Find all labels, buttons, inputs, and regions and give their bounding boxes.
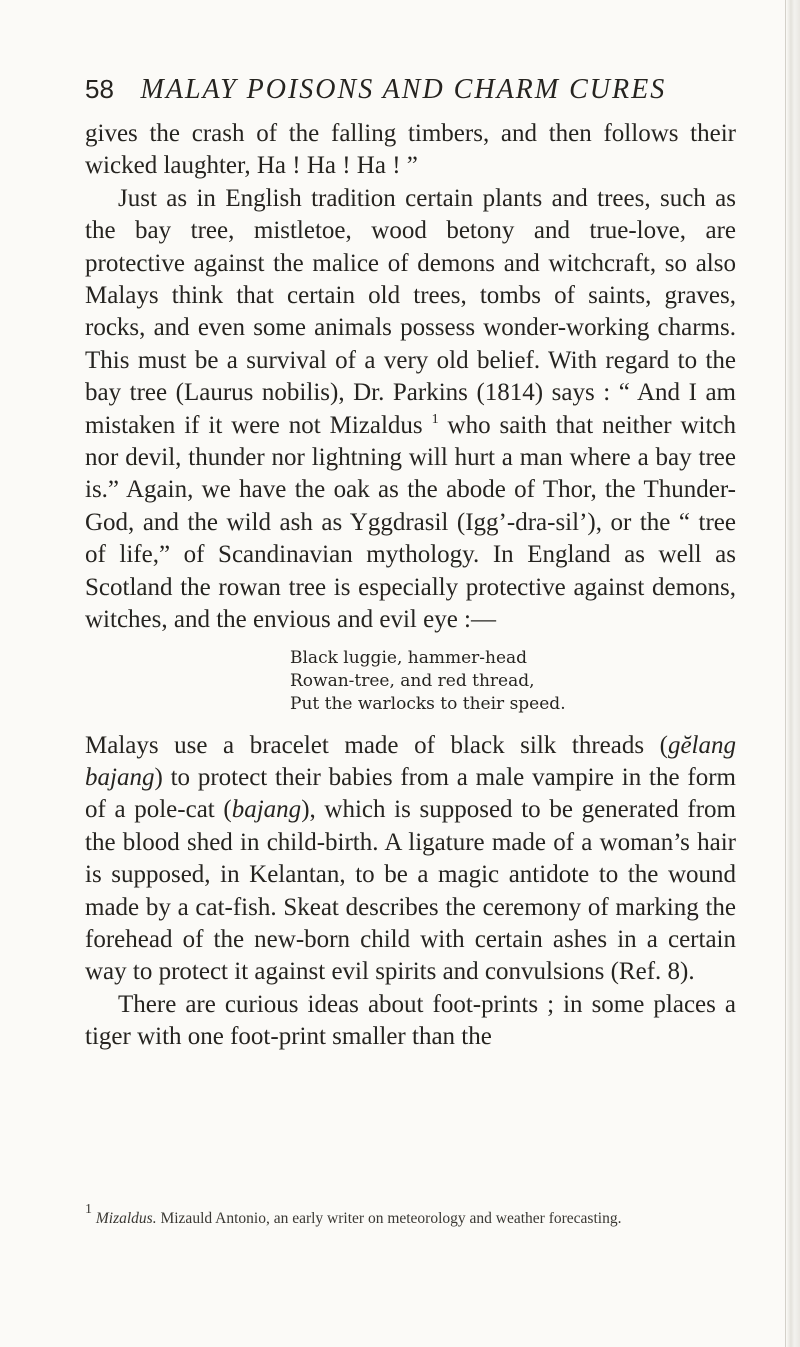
paragraph-trees-part-b: who saith that neither witch nor devil, thunder nor lightning will hurt a man where a bay tree is.” Again, we have the oak as the abode of Thor, the Thunder-God, and the wild ash as Yggdrasil (Igg’-dra-sil’), or the “ tree of life,” of Scandinavian mythology. In England as well as Scotland the rowan tree is especially protective against demons, witches, and the envious and evil eye :— bbox=[85, 411, 737, 634]
term-gelang-bajang: gĕlang bajang bbox=[85, 731, 736, 791]
footnote-ref: 1 bbox=[431, 411, 439, 427]
paragraph-bracelet-part-a: Malays use a bracelet made of black silk threads ( bbox=[85, 731, 668, 759]
verse-line: Put the warlocks to their speed. bbox=[290, 693, 566, 714]
paragraph-bracelet-part-c: ), which is supposed to be generated from the blood shed in child-birth. A ligature made of a woman’s hair is supposed, in Kelantan, to be a magic antidote to the wound made by a cat-fish. Skeat describes the ceremony of marking the forehead of the new-born child with certain ashes in a certain way to protect it against evil spirits and convulsions (Ref. 8). bbox=[85, 796, 736, 986]
paragraph-trees bbox=[85, 183, 736, 637]
footnote bbox=[85, 1202, 736, 1230]
verse-line: Black luggie, hammer-head bbox=[290, 647, 528, 668]
page-edge bbox=[785, 0, 800, 1347]
paragraph-bracelet bbox=[85, 730, 736, 989]
term-bajang: bajang bbox=[231, 796, 302, 824]
footnote-lead: Mizaldus. bbox=[95, 1210, 157, 1227]
footnote-marker: 1 bbox=[85, 1202, 92, 1217]
page-number: 58 bbox=[85, 74, 114, 104]
verse-quote bbox=[290, 647, 736, 716]
paragraph-trees-part-a: Just as in English tradition certain plants and trees, such as the bay tree, mistletoe, wood betony and true-love, are protective against the malice of demons and witchcraft, so also Malays think that certain old trees, tombs of saints, graves, rocks, and even some animals possess wonder-working charms. This must be a survival of a very old belief. With regard to the bay tree (Laurus nobilis), Dr. Parkins (1814) says : “ And I am mistaken if it were not Mizaldus bbox=[85, 184, 736, 439]
paragraph-footprints: There are curious ideas about foot-prints ; in some places a tiger with one foot-print smaller than the bbox=[85, 990, 736, 1051]
paragraph-continuation: gives the crash of the falling timbers, and then follows their wicked laughter, Ha ! Ha ! Ha ! ” bbox=[85, 120, 736, 180]
verse-line: Rowan-tree, and red thread, bbox=[290, 670, 535, 691]
page-header bbox=[85, 72, 725, 107]
running-title: MALAY POISONS AND CHARM CURES bbox=[140, 74, 667, 105]
paragraph-bracelet-part-b: ) to protect their babies from a male vampire in the form of a pole-cat ( bbox=[85, 763, 736, 824]
footnote-text: Mizauld Antonio, an early writer on meteorology and weather forecasting. bbox=[160, 1210, 622, 1227]
body-text bbox=[85, 118, 736, 1054]
